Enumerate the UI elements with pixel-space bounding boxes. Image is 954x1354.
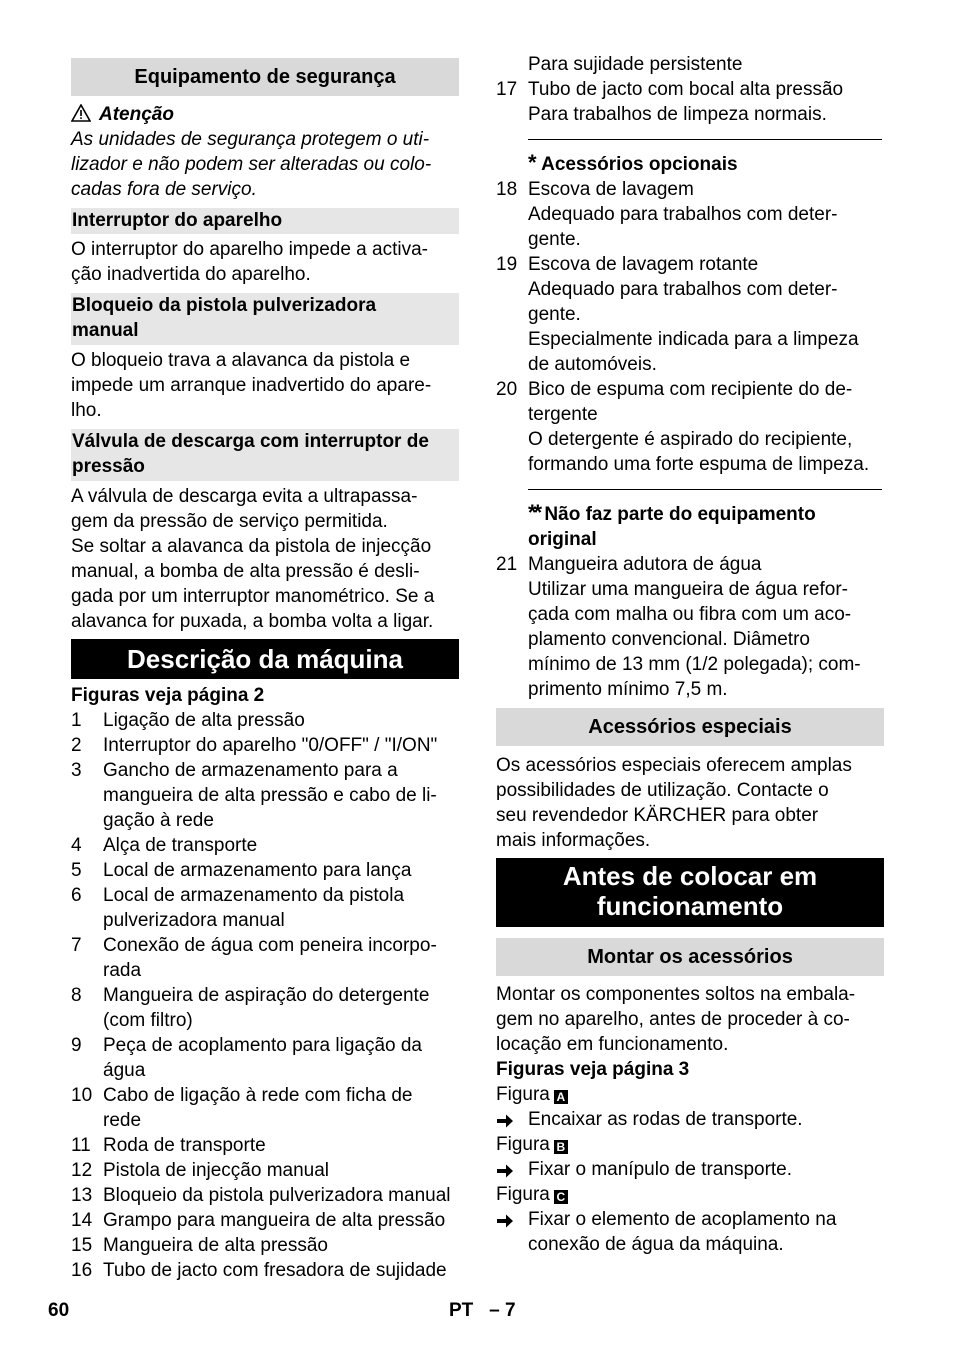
list-item-number: 13 — [71, 1185, 93, 1206]
list-item-text: Conexão de água com peneira incorpo- — [103, 935, 437, 956]
figure-word: Figura — [496, 1084, 550, 1105]
item-21-line-1: Mangueira adutora de água — [528, 554, 762, 575]
list-item-text: de automóveis. — [528, 354, 657, 375]
not-included-heading-label: Não faz parte do equipamento — [544, 504, 816, 525]
mount-text-1: Montar os componentes soltos na embala- — [496, 984, 856, 1005]
section-heading-before-line-2: funcionamento — [596, 891, 784, 921]
list-item-number: 11 — [71, 1135, 91, 1156]
valve-text-4: manual, a bomba de alta pressão é desli- — [71, 561, 420, 582]
section-heading-machine: Descrição da máquina — [71, 639, 459, 679]
not-included-heading-line-2: original — [528, 529, 597, 550]
figures3-label: Figuras veja página 3 — [496, 1059, 690, 1080]
step-text: Fixar o manípulo de transporte. — [528, 1159, 793, 1180]
list-item-text: mangueira de alta pressão e cabo de li- — [103, 785, 437, 806]
attention-line — [71, 102, 459, 129]
list-item-text: gação à rede — [103, 810, 214, 831]
list-item-number: 3 — [71, 760, 82, 781]
list-item-text: gente. — [528, 304, 581, 325]
switch-text-1: O interruptor do aparelho impede a activa- — [71, 239, 428, 260]
special-text-4: mais informações. — [496, 830, 651, 851]
list-item-number: 12 — [71, 1160, 93, 1181]
list-item-text: pulverizadora manual — [103, 910, 285, 931]
list-item-text: Pistola de injecção manual — [103, 1160, 330, 1181]
list-item-text: tergente — [528, 404, 598, 425]
item-17-line-1: Tubo de jacto com bocal alta pressão — [528, 79, 844, 100]
optional-heading — [528, 152, 888, 177]
figure-label — [496, 1132, 884, 1157]
list-item-text: O detergente é aspirado do recipiente, — [528, 429, 853, 450]
list-item-number: 18 — [496, 179, 518, 200]
list-item-text: Local de armazenamento para lança — [103, 860, 412, 881]
section-heading-safety: Equipamento de segurança — [71, 58, 459, 96]
valve-text-1: A válvula de descarga evita a ultrapassa- — [71, 486, 418, 507]
subheading-lock-line-2: manual — [72, 320, 139, 341]
figure-word: Figura — [496, 1134, 550, 1155]
list-item-number: 15 — [71, 1235, 93, 1256]
lock-text-3: lho. — [71, 400, 102, 421]
item-17-number: 17 — [496, 79, 518, 100]
list-item-number: 8 — [71, 985, 82, 1006]
list-item-text: Bloqueio da pistola pulverizadora manual — [103, 1185, 451, 1206]
list-item-number: 16 — [71, 1260, 93, 1281]
section-heading-before-line-1: Antes de colocar em — [562, 861, 818, 891]
item-21-number: 21 — [496, 554, 518, 575]
valve-text-3: Se soltar a alavanca da pistola de injecção — [71, 536, 432, 557]
list-item-number: 14 — [71, 1210, 93, 1231]
subheading-lock — [71, 293, 459, 345]
special-text-3: seu revendedor KÄRCHER para obter — [496, 805, 819, 826]
list-item-text: Ligação de alta pressão — [103, 710, 305, 731]
list-item-text: Interruptor do aparelho "0/OFF" / "I/ON" — [103, 735, 438, 756]
optional-heading-label: Acessórios opcionais — [541, 154, 738, 175]
attention-text-2: lizador e não podem ser alteradas ou colo- — [71, 154, 432, 175]
list-item-number: 10 — [71, 1085, 93, 1106]
list-item-text: Adequado para trabalhos com deter- — [528, 279, 838, 300]
lock-text-2: impede um arranque inadvertido do apare- — [71, 375, 432, 396]
item-16-continuation: Para sujidade persistente — [528, 54, 743, 75]
list-item-text: Local de armazenamento da pistola — [103, 885, 405, 906]
list-item-text: Cabo de ligação à rede com ficha de — [103, 1085, 413, 1106]
subheading-lock-line-1: Bloqueio da pistola pulverizadora — [72, 295, 377, 316]
list-item-text: Mangueira de alta pressão — [103, 1235, 328, 1256]
item-21-line-4: plamento convencional. Diâmetro — [528, 629, 810, 650]
lock-text-1: O bloqueio trava a alavanca da pistola e — [71, 350, 411, 371]
section-heading-before — [496, 858, 884, 927]
subheading-valve-line-2: pressão — [72, 456, 145, 477]
item-17-line-2: Para trabalhos de limpeza normais. — [528, 104, 827, 125]
figure-word: Figura — [496, 1184, 550, 1205]
valve-text-6: alavanca for puxada, a bomba volta a ligar. — [71, 611, 434, 632]
special-text-1: Os acessórios especiais oferecem amplas — [496, 755, 852, 776]
section-heading-mount: Montar os acessórios — [496, 938, 884, 976]
item-21-line-3: çada com malha ou fibra com um aco- — [528, 604, 852, 625]
figure-label — [496, 1182, 884, 1207]
list-item-text: Grampo para mangueira de alta pressão — [103, 1210, 446, 1231]
mount-text-3: locação em funcionamento. — [496, 1034, 729, 1055]
list-item-number: 9 — [71, 1035, 82, 1056]
attention-text-1: As unidades de segurança protegem o uti- — [71, 129, 430, 150]
figure-letter-badge: C — [554, 1190, 568, 1204]
mount-text-2: gem no aparelho, antes de proceder à co- — [496, 1009, 850, 1030]
subheading-valve-line-1: Válvula de descarga com interruptor de — [72, 431, 429, 452]
list-item-text: Mangueira de aspiração do detergente — [103, 985, 430, 1006]
list-item-text: rede — [103, 1110, 142, 1131]
attention-text-3: cadas fora de serviço. — [71, 179, 257, 200]
list-item-number: 7 — [71, 935, 82, 956]
warning-triangle-icon — [71, 104, 91, 129]
list-item-text: Alça de transporte — [103, 835, 258, 856]
list-item-text: Escova de lavagem rotante — [528, 254, 759, 275]
step-text: Fixar o elemento de acoplamento na — [528, 1209, 837, 1230]
figure-label — [496, 1082, 884, 1107]
list-item-number: 1 — [71, 710, 82, 731]
switch-text-2: ção inadvertida do aparelho. — [71, 264, 311, 285]
attention-label: Atenção — [99, 104, 174, 125]
subheading-switch: Interruptor do aparelho — [71, 208, 459, 234]
list-item-text: Tubo de jacto com fresadora de sujidade — [103, 1260, 447, 1281]
list-item-number: 6 — [71, 885, 82, 906]
list-item-text: Bico de espuma com recipiente do de- — [528, 379, 853, 400]
not-included-heading-line-1 — [528, 502, 888, 527]
step-text: Encaixar as rodas de transporte. — [528, 1109, 803, 1130]
list-item-text: Adequado para trabalhos com deter- — [528, 204, 838, 225]
item-21-line-2: Utilizar uma mangueira de água refor- — [528, 579, 848, 600]
list-item-text: Roda de transporte — [103, 1135, 266, 1156]
special-text-2: possibilidades de utilização. Contacte o — [496, 780, 829, 801]
item-21-line-6: primento mínimo 7,5 m. — [528, 679, 728, 700]
item-21-line-5: mínimo de 13 mm (1/2 polegada); com- — [528, 654, 861, 675]
valve-text-2: gem da pressão de serviço permitida. — [71, 511, 388, 532]
page-number: 60 — [48, 1300, 70, 1321]
figure-letter-badge: B — [554, 1140, 568, 1154]
section-heading-special: Acessórios especiais — [496, 708, 884, 746]
list-item-number: 19 — [496, 254, 518, 275]
list-item-text: Especialmente indicada para a limpeza — [528, 329, 859, 350]
list-item-text: Peça de acoplamento para ligação da — [103, 1035, 423, 1056]
list-item-text: rada — [103, 960, 142, 981]
list-item-number: 5 — [71, 860, 82, 881]
list-item-number: 4 — [71, 835, 82, 856]
list-item-text: água — [103, 1060, 146, 1081]
arrow-right-icon — [496, 1211, 526, 1236]
figure-letter-badge: A — [554, 1090, 568, 1104]
asterisk-icon: * — [528, 150, 537, 175]
divider-rule — [528, 489, 882, 490]
list-item-number: 20 — [496, 379, 518, 400]
divider-rule — [528, 139, 882, 140]
subheading-valve — [71, 429, 459, 481]
list-item-text: gente. — [528, 229, 581, 250]
list-item-text: (com filtro) — [103, 1010, 193, 1031]
list-item-text: Escova de lavagem — [528, 179, 694, 200]
valve-text-5: gada por um interruptor manométrico. Se a — [71, 586, 435, 607]
list-item-text: formando uma forte espuma de limpeza. — [528, 454, 870, 475]
step-text: conexão de água da máquina. — [528, 1234, 784, 1255]
list-item-text: Gancho de armazenamento para a — [103, 760, 398, 781]
list-item-number: 2 — [71, 735, 82, 756]
figures-label: Figuras veja página 2 — [71, 685, 265, 706]
language-page-label: PT – 7 — [449, 1300, 516, 1321]
asterisk-icon: ** — [528, 500, 540, 525]
